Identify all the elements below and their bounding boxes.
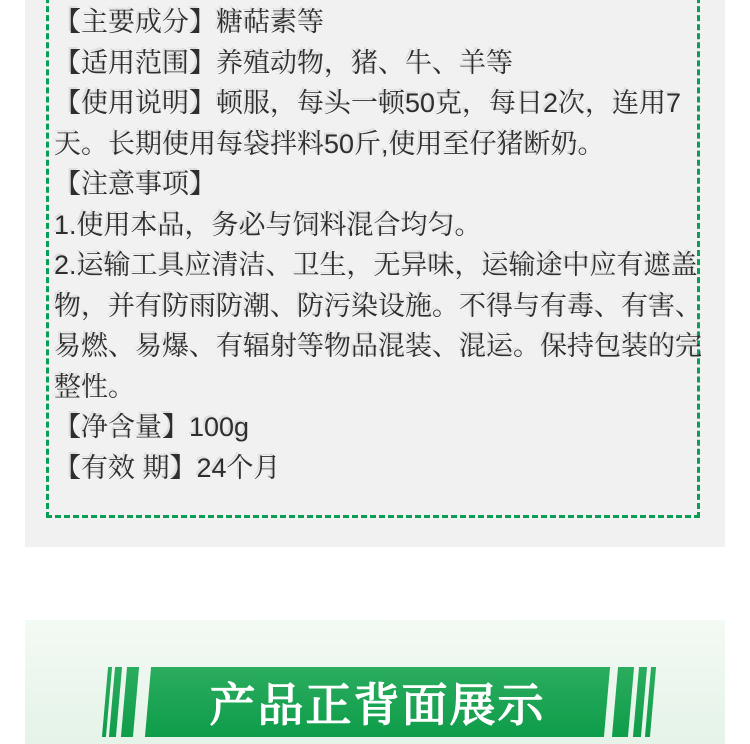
showcase-banner-section xyxy=(25,620,725,744)
spec-line: 1.使用本品，务必与饲料混合均匀。 xyxy=(54,209,482,240)
spec-line: 【主要成分】糖萜素等 xyxy=(54,7,324,37)
banner-stripe-left-inner xyxy=(121,667,139,737)
spec-line: 【注意事项】 xyxy=(54,169,216,199)
banner-stripe-right-inner xyxy=(612,667,634,737)
spec-line: 【使用说明】顿服，每头一顿50克，每日2次，连用7 xyxy=(54,88,682,118)
banner-title: 产品正背面展示 xyxy=(209,679,546,731)
dashed-border-box xyxy=(46,0,700,518)
section-spacer xyxy=(25,547,725,620)
spec-line: 【有效 期】24个月 xyxy=(54,452,281,483)
spec-line: 2.运输工具应清洁、卫生，无异味，运输途中应有遮盖 xyxy=(54,250,698,280)
spec-line: 【适用范围】养殖动物，猪、牛、羊等 xyxy=(54,47,513,78)
spec-line: 物，并有防雨防潮、防污染设施。不得与有毒、有害、 xyxy=(54,290,702,321)
spec-line: 【净含量】100g xyxy=(54,412,250,442)
spec-text-block xyxy=(49,0,702,488)
spec-line: 天。长期使用每袋拌料50斤,使用至仔猪断奶。 xyxy=(54,128,605,159)
spec-line: 整性。 xyxy=(54,371,135,402)
spec-section xyxy=(25,0,725,547)
banner-stripe-right-outer xyxy=(645,667,656,737)
spec-line: 易燃、易爆、有辐射等物品混装、混运。保持包装的完 xyxy=(54,331,702,361)
